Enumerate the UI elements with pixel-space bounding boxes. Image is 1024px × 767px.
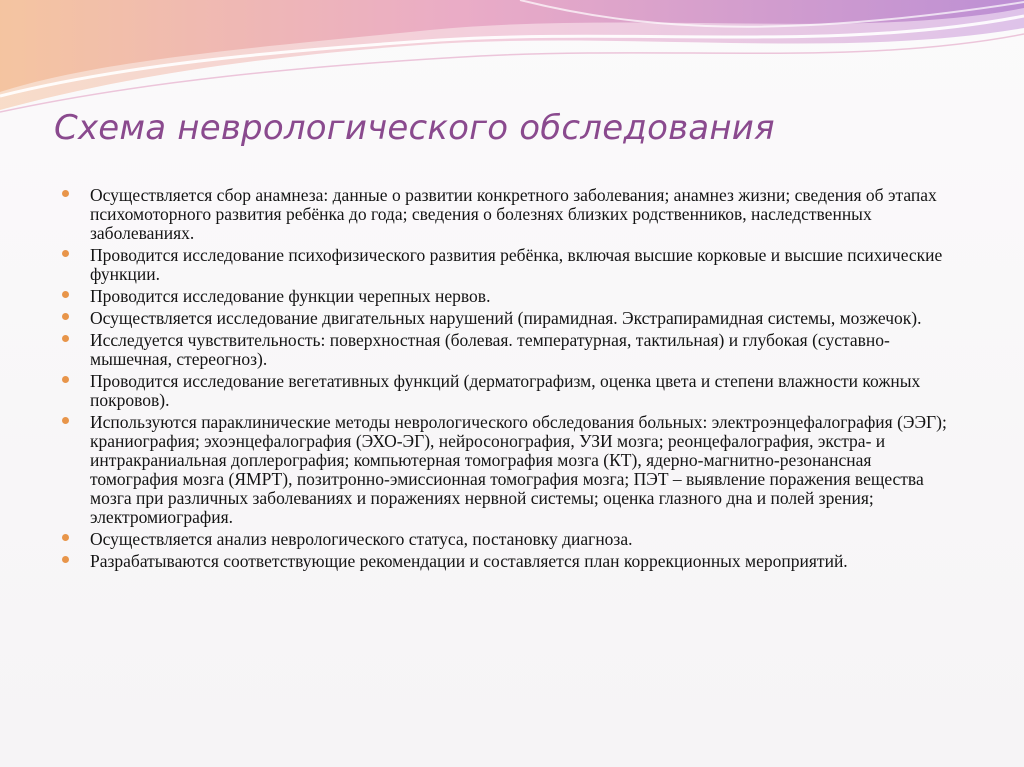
list-item — [60, 246, 960, 284]
bullet-text: Проводится исследование психофизического развития ребёнка, включая высшие корковые и высшие психические функции. — [90, 245, 943, 284]
bullet-text: Осуществляется сбор анамнеза: данные о развитии конкретного заболевания; анамнез жизни; сведения об этапах психомоторного развития ребёнка до года; сведения о болезнях близких родственников, наследственных заболеваниях. — [90, 185, 937, 243]
slide-title: Схема неврологического обследования — [54, 108, 775, 148]
bullet-text: Проводится исследование вегетативных функций (дерматографизм, оценка цвета и степени влажности кожных покровов). — [90, 371, 921, 410]
list-item — [60, 186, 960, 243]
list-item — [60, 530, 960, 549]
list-item — [60, 413, 960, 527]
bullet-text: Проводится исследование функции черепных нервов. — [90, 286, 491, 306]
bullet-text: Осуществляется исследование двигательных нарушений (пирамидная. Экстрапирамидная системы, мозжечок). — [90, 308, 922, 328]
list-item — [60, 309, 960, 328]
bullet-text: Разрабатываются соответствующие рекомендации и составляется план коррекционных мероприятий. — [90, 551, 848, 571]
bullet-list — [60, 186, 960, 574]
list-item — [60, 331, 960, 369]
list-item — [60, 552, 960, 571]
list-item — [60, 372, 960, 410]
bullet-text: Осуществляется анализ неврологического статуса, постановку диагноза. — [90, 529, 633, 549]
bullet-text: Используются параклинические методы неврологического обследования больных: электроэнцефалография (ЭЭГ); краниография; эхоэнцефалография (ЭХО-ЭГ), нейросонография, УЗИ мозга; реонцефалография, экстра- и интракраниальная доплерография; компьютерная томография мозга (КТ), ядерно-магнитно-резонансная томография мозга (ЯМРТ), позитронно-эмиссионная томография мозга; ПЭТ – выявление поражения вещества мозга при различных заболеваниях и поражениях нервной системы; оценка глазного дна и полей зрения; электромиография. — [90, 412, 947, 527]
bullet-text: Исследуется чувствительность: поверхностная (болевая. температурная, тактильная) и глубокая (суставно-мышечная, стереогноз). — [90, 330, 890, 369]
list-item — [60, 287, 960, 306]
